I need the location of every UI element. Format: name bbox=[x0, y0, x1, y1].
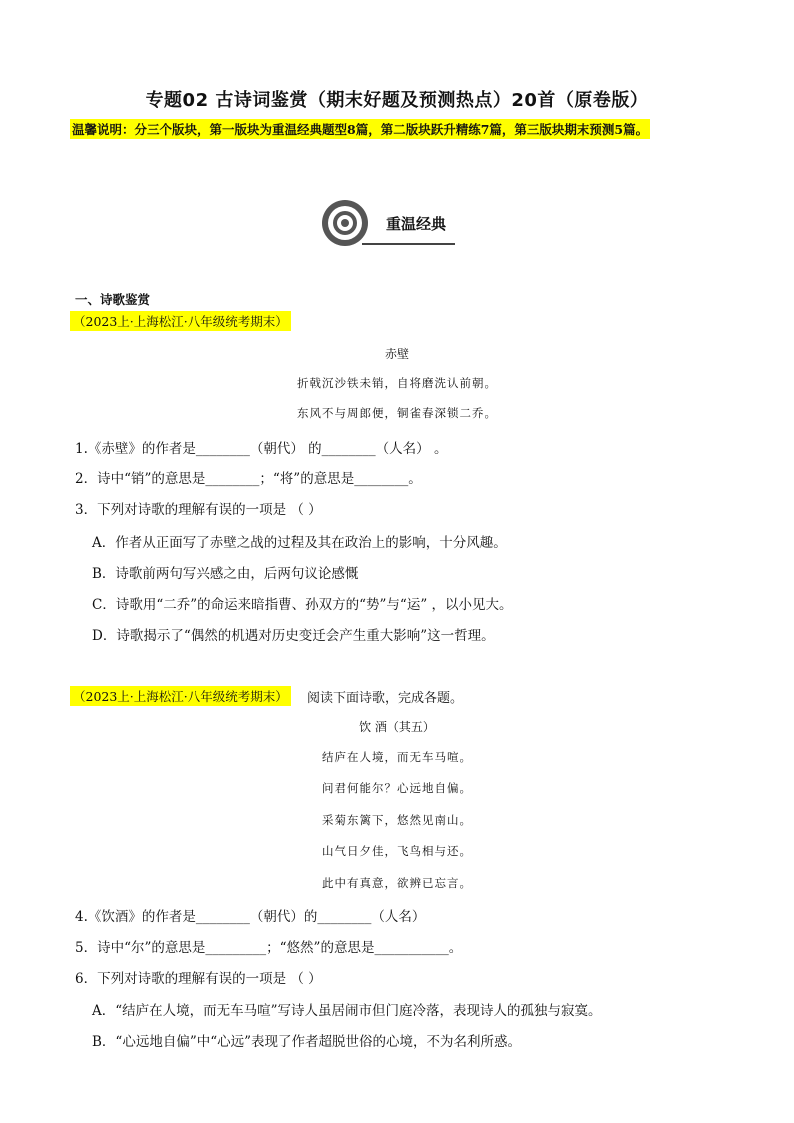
option-b: B．诗歌前两句写兴感之由，后两句议论感慨 bbox=[92, 566, 359, 582]
poem-line: 山气日夕佳，飞鸟相与还。 bbox=[322, 844, 472, 858]
option-c: C．诗歌用“二乔”的命运来暗指曹、孙双方的“势”与“运” ，以小见大。 bbox=[92, 597, 513, 613]
option-a: A．作者从正面写了赤壁之战的过程及其在政治上的影响，十分风趣。 bbox=[92, 535, 507, 551]
poem-line: 折戟沉沙铁未销，自将磨洗认前朝。 bbox=[297, 376, 497, 390]
option-a: A．“结庐在人境，而无车马喧”写诗人虽居闹市但门庭冷落，表现诗人的孤独与寂寞。 bbox=[92, 1003, 602, 1019]
instruction-text: 阅读下面诗歌，完成各题。 bbox=[307, 691, 464, 706]
page-title: 专题02 古诗词鉴赏（期末好题及预测热点）20首（原卷版） bbox=[145, 90, 649, 111]
question-6: 6．下列对诗歌的理解有误的一项是 （ ） bbox=[75, 971, 322, 987]
poem-line: 问君何能尔？心远地自偏。 bbox=[322, 781, 472, 795]
poem-line: 采菊东篱下，悠然见南山。 bbox=[322, 813, 472, 827]
poem-title-1: 赤壁 bbox=[384, 347, 409, 361]
source-tag-1: （2023上·上海松江·八年级统考期末） bbox=[70, 311, 291, 331]
banner-label: 重温经典 bbox=[386, 215, 447, 233]
option-b: B．“心远地自偏”中“心远”表现了作者超脱世俗的心境，不为名利所惑。 bbox=[92, 1034, 522, 1050]
section-heading: 一、诗歌鉴赏 bbox=[75, 292, 151, 307]
source-tag-2: （2023上·上海松江·八年级统考期末） bbox=[70, 686, 291, 706]
banner-underline bbox=[362, 243, 455, 245]
question-3: 3．下列对诗歌的理解有误的一项是 （ ） bbox=[75, 502, 322, 518]
question-4: 4.《饮酒》的作者是________（朝代）的________（人名） bbox=[75, 909, 426, 925]
question-5: 5．诗中“尔”的意思是_________；“悠然”的意思是___________。 bbox=[75, 940, 463, 956]
question-2: 2．诗中“销”的意思是________；“将”的意思是________。 bbox=[75, 471, 422, 487]
poem-title-2: 饮 酒（其五） bbox=[359, 720, 435, 734]
section-banner bbox=[322, 196, 462, 252]
poem-line: 结庐在人境，而无车马喧。 bbox=[322, 750, 472, 764]
poem-line: 此中有真意，欲辨已忘言。 bbox=[322, 876, 472, 890]
question-1: 1.《赤壁》的作者是________（朝代） 的________（人名） 。 bbox=[75, 441, 448, 457]
poem-line: 东风不与周郎便，铜雀春深锁二乔。 bbox=[297, 406, 497, 420]
notice-highlight: 温馨说明：分三个版块，第一版块为重温经典题型8篇，第二版块跃升精练7篇，第三版块期末预测5篇。 bbox=[70, 119, 650, 139]
option-d: D．诗歌揭示了“偶然的机遇对历史变迁会产生重大影响”这一哲理。 bbox=[92, 628, 495, 644]
